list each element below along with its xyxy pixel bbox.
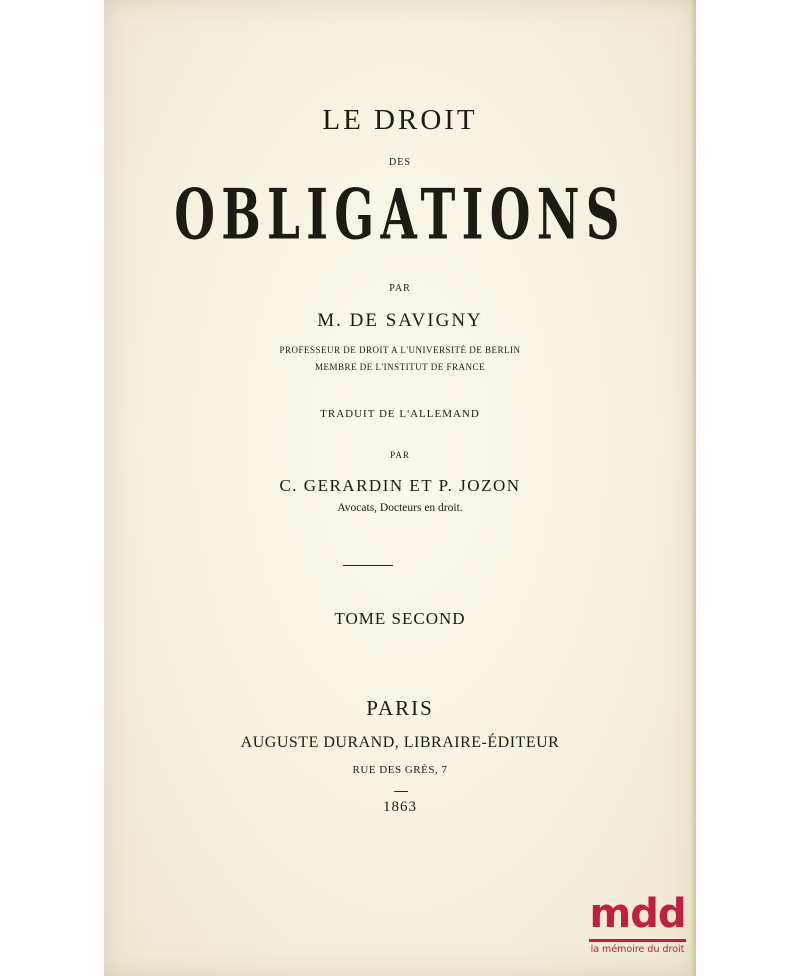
publisher-name: AUGUSTE DURAND, LIBRAIRE-ÉDITEUR (240, 734, 560, 751)
author-affiliation-1: PROFESSEUR DE DROIT A L'UNIVERSITÉ DE BERLIN (279, 345, 521, 355)
title-line-1: LE DROIT (322, 104, 478, 136)
logo-tagline: la mémoire du droit (590, 944, 685, 955)
logo-letters: mdd (589, 891, 686, 937)
author-name: M. DE SAVIGNY (317, 310, 483, 331)
title-connector: DES (389, 157, 411, 168)
publisher-address: RUE DES GRÈS, 7 (352, 764, 448, 776)
translation-note: TRADUIT DE L'ALLEMAND (320, 408, 480, 420)
translators-names: C. GERARDIN ET P. JOZON (279, 476, 521, 495)
author-affiliation-2: MEMBRE DE L'INSTITUT DE FRANCE (315, 362, 485, 372)
publication-city: PARIS (366, 696, 434, 720)
logo-underline (589, 939, 686, 942)
translators-role: Avocats, Docteurs en droit. (337, 502, 463, 514)
short-divider (394, 791, 408, 792)
by-label-translators: PAR (390, 450, 410, 460)
book-title-page (104, 0, 696, 976)
main-title: OBLIGATIONS (174, 175, 626, 256)
volume-label: TOME SECOND (334, 609, 466, 628)
mdd-logo (585, 892, 690, 960)
by-label-author: PAR (389, 283, 411, 294)
divider-rule (343, 565, 393, 566)
publication-year: 1863 (383, 799, 417, 815)
